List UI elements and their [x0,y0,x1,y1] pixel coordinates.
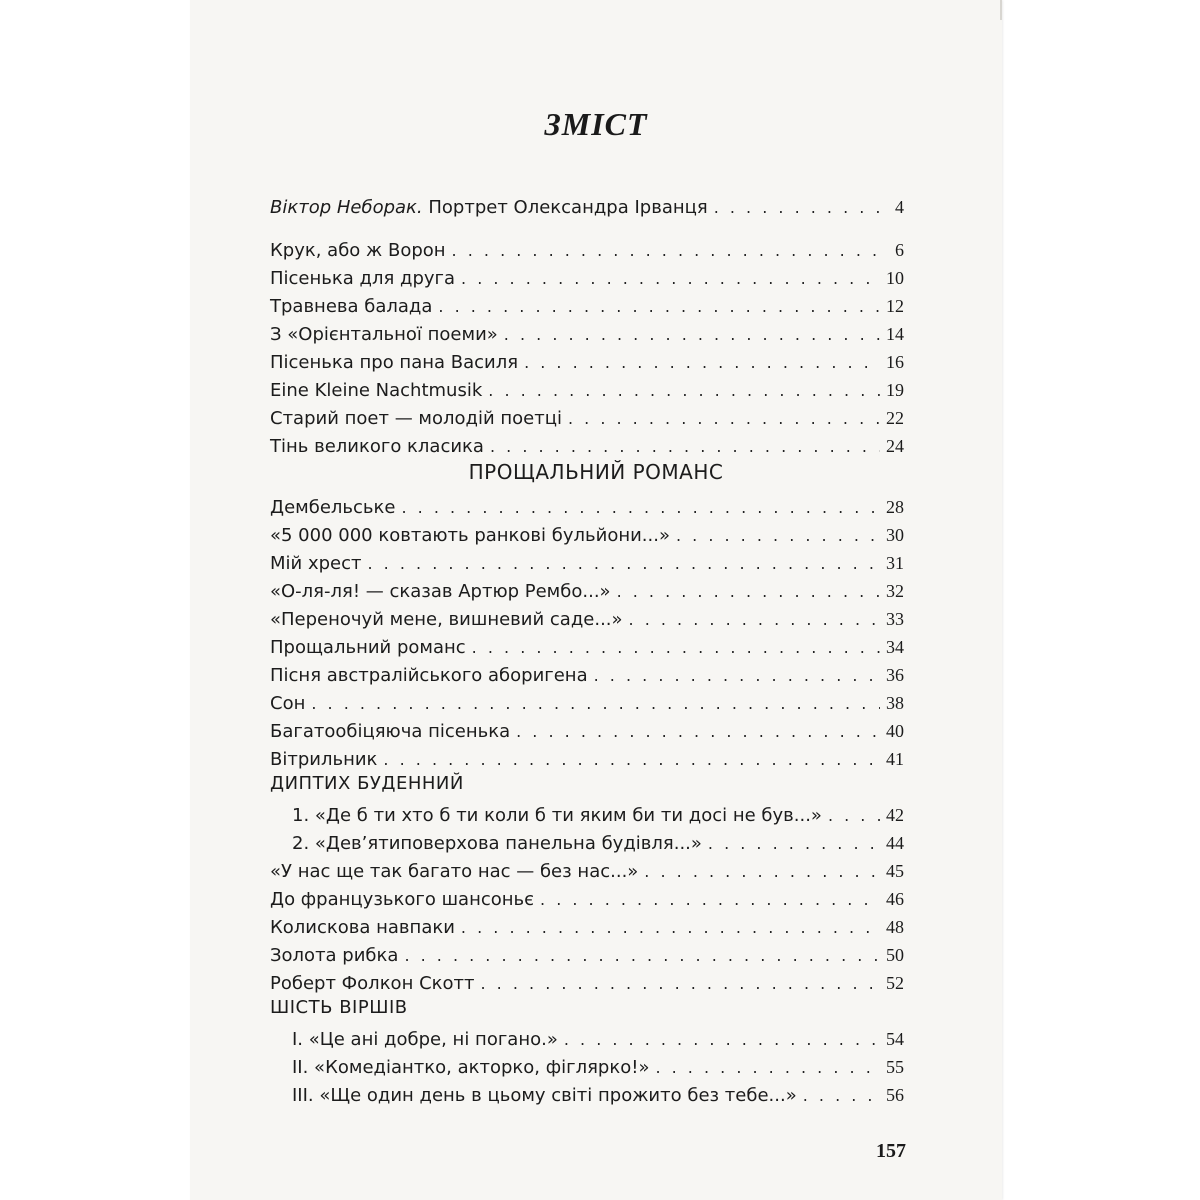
toc-entry [270,521,904,549]
entry-title: Сон [270,693,306,714]
entry-page: 6 [895,240,904,260]
entry-page: 36 [886,665,904,685]
toc-entry [270,404,904,432]
toc-entry [270,432,904,460]
entry-title: Прощальний романс [270,637,466,658]
entry-title: Пісенька про пана Василя [270,352,519,373]
section-heading-farewell: ПРОЩАЛЬНИЙ РОМАНС [468,460,724,484]
leader-dots [524,349,880,377]
toc-entry [270,549,904,577]
entry-page: 10 [886,268,904,288]
leader-dots [461,265,880,293]
leader-dots [481,970,881,998]
entry-title: Золота рибка [270,945,399,966]
entry-page: 42 [886,805,904,825]
intro-page: 4 [895,197,904,217]
entry-title: 2. «Дев’ятиповерхова панельна будівля...» [292,833,702,854]
entry-title: Вітрильник [270,749,378,770]
leader-dots [564,1026,880,1054]
entry-page: 28 [886,497,904,517]
page-edge [1000,0,1002,20]
entry-title: «У нас ще так багато нас — без нас...» [270,861,639,882]
entry-page: 52 [886,973,904,993]
entry-page: 30 [886,525,904,545]
toc-entry [270,493,904,521]
leader-dots [655,1054,880,1082]
toc-entry-six [292,1053,904,1081]
leader-dots [490,433,880,461]
entry-page: 54 [886,1029,904,1049]
toc-entry [270,292,904,320]
entry-page: 24 [886,436,904,456]
intro-author: Віктор Неборак. [270,197,423,218]
entry-title: Травнева балада [270,296,433,317]
leader-dots [629,606,880,634]
leader-dots [438,293,880,321]
entry-title: Колискова навпаки [270,917,455,938]
entry-page: 46 [886,889,904,909]
leader-dots [504,321,880,349]
section-heading-six-poems: ШІСТЬ ВІРШІВ [270,997,408,1018]
entry-title: Дембельське [270,497,396,518]
leader-dots [803,1082,880,1110]
entry-page: 33 [886,609,904,629]
entry-title: «5 000 000 ковтають ранкові бульйони...» [270,525,670,546]
section-heading-diptych: ДИПТИХ БУДЕННИЙ [270,773,464,794]
entry-title: Мій хрест [270,553,362,574]
toc-entry [270,745,904,773]
toc-entry [270,913,904,941]
entry-title: Тінь великого класика [270,436,484,457]
leader-dots [644,858,880,886]
entry-title: «О-ля-ля! — сказав Артюр Рембо...» [270,581,611,602]
entry-title: Крук, або ж Ворон [270,240,446,261]
toc-entry [270,857,904,885]
entry-title: III. «Ще один день в цьому світі прожито без тебе...» [292,1085,797,1106]
entry-page: 19 [886,380,904,400]
entry-page: 38 [886,693,904,713]
entry-page: 41 [886,749,904,769]
toc-entry [270,969,904,997]
toc-entry-diptych [292,801,904,829]
entry-page: 55 [886,1057,904,1077]
entry-title: I. «Це ані добре, ні погано.» [292,1029,558,1050]
entry-page: 48 [886,917,904,937]
entry-page: 40 [886,721,904,741]
entry-page: 50 [886,945,904,965]
entry-title: Eine Kleine Nachtmusik [270,380,483,401]
leader-dots [594,662,880,690]
entry-title: Старий поет — молодій поетці [270,408,562,429]
toc-entry [270,885,904,913]
toc-entry [270,633,904,661]
leader-dots [311,690,880,718]
entry-title: Пісенька для друга [270,268,456,289]
entry-page: 44 [886,833,904,853]
entry-page: 45 [886,861,904,881]
toc-entry-six [292,1081,904,1109]
leader-dots [714,194,889,222]
leader-dots [452,237,889,265]
entry-title: Роберт Фолкон Скотт [270,973,475,994]
leader-dots [383,746,880,774]
page-number: 157 [876,1140,906,1162]
entry-page: 31 [886,553,904,573]
entry-page: 34 [886,637,904,657]
toc-entry [270,717,904,745]
entry-title: II. «Комедіантко, акторко, фіглярко!» [292,1057,650,1078]
toc-entry [270,577,904,605]
toc-entry [270,661,904,689]
entry-page: 12 [886,296,904,316]
toc-entry-diptych [292,829,904,857]
toc-entry [270,264,904,292]
toc-entry [270,941,904,969]
entry-title: 1. «Де б ти хто б ти коли б ти яким би ти досі не був...» [292,805,822,826]
leader-dots [540,886,880,914]
toc-entry [270,605,904,633]
leader-dots [617,578,880,606]
leader-dots [676,522,880,550]
entry-page: 56 [886,1085,904,1105]
leader-dots [404,942,880,970]
page-title: ЗМІСТ [544,106,648,142]
entry-page: 14 [886,324,904,344]
entry-title: З «Орієнтальної поеми» [270,324,498,345]
toc-entry [270,348,904,376]
entry-page: 22 [886,408,904,428]
leader-dots [488,377,880,405]
leader-dots [461,914,880,942]
intro-title: Портрет Олександра Ірванця [428,197,708,218]
leader-dots [828,802,880,830]
toc-entry [270,320,904,348]
leader-dots [401,494,880,522]
leader-dots [368,550,881,578]
toc-entry [270,236,904,264]
entry-title: Багатообіцяюча пісенька [270,721,511,742]
toc-entry [270,689,904,717]
entry-page: 32 [886,581,904,601]
toc-entry [270,376,904,404]
leader-dots [708,830,880,858]
leader-dots [568,405,880,433]
entry-title: «Переночуй мене, вишневий саде...» [270,609,623,630]
leader-dots [516,718,880,746]
toc-entry-six [292,1025,904,1053]
entry-page: 16 [886,352,904,372]
leader-dots [472,634,880,662]
toc-entry-intro [270,193,904,221]
entry-title: Пісня австралійського аборигена [270,665,588,686]
entry-title: До французького шансоньє [270,889,535,910]
